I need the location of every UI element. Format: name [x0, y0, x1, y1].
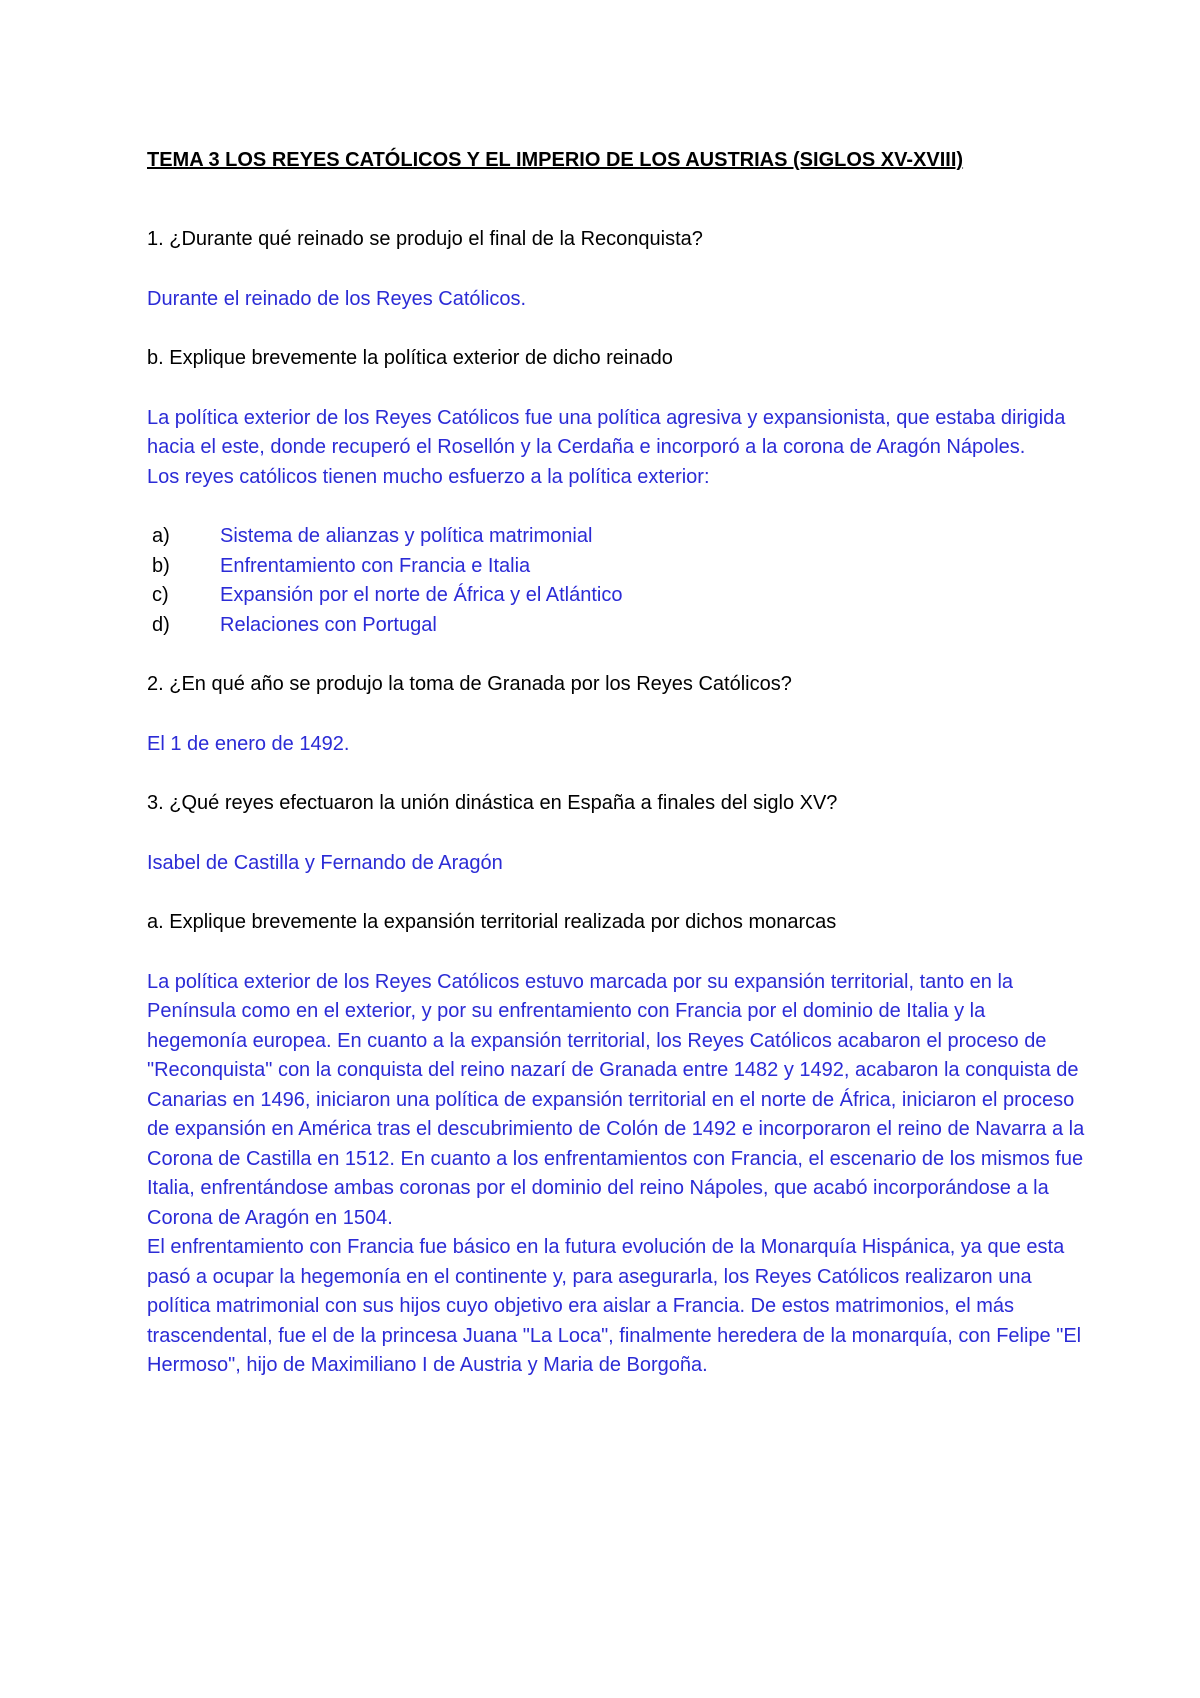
answer-3: Isabel de Castilla y Fernando de Aragón [147, 851, 503, 874]
list-item [147, 611, 1087, 641]
answer-3a-paragraph-2: El enfrentamiento con Francia fue básico en la futura evolución de la Monarquía Hispánica, ya que esta pasó a ocupar la hegemonía en el continente y, para asegurarla, los Reyes Católicos realizaron una política matrimonial con sus hijos cuyo objetivo era aislar a Francia. De estos matrimonios, el más trascendental, fue el de la princesa Juana "La Loca", finalmente heredera de la monarquía, con Felipe "El Hermoso", hijo de Maximiliano I de Austria y Maria de Borgoña. [147, 1236, 1082, 1376]
list-marker: a) [152, 525, 170, 547]
list-item [147, 581, 1087, 611]
list-marker: b) [152, 554, 170, 577]
question-1: 1. ¿Durante qué reinado se produjo el final de la Reconquista? [147, 228, 703, 250]
answer-1b-paragraph-1: La política exterior de los Reyes Católicos fue una política agresiva y expansionista, que estaba dirigida hacia el este, donde recuperó el Rosellón y la Cerdaña e incorporó a la corona de Aragón Nápoles. [147, 406, 1066, 458]
question-3a: a. Explique brevemente la expansión territorial realizada por dichos monarcas [147, 911, 837, 933]
list-marker: c) [152, 584, 169, 606]
answer-2: El 1 de enero de 1492. [147, 732, 350, 755]
document-title: TEMA 3 LOS REYES CATÓLICOS Y EL IMPERIO DE LOS AUSTRIAS (SIGLOS XV-XVIII) [147, 149, 964, 171]
list-item-text: Expansión por el norte de África y el Atlántico [220, 584, 623, 606]
question-1b: b. Explique brevemente la política exterior de dicho reinado [147, 347, 673, 369]
document-body [147, 145, 1087, 1381]
list-marker: d) [152, 613, 170, 636]
list-item-text: Relaciones con Portugal [220, 613, 437, 636]
answer-1b-paragraph-2: Los reyes católicos tienen mucho esfuerzo a la política exterior: [147, 465, 710, 488]
list-item-text: Sistema de alianzas y política matrimonial [220, 525, 593, 547]
list-item [147, 522, 1087, 552]
answer-1: Durante el reinado de los Reyes Católicos. [147, 287, 527, 310]
foreign-policy-list [147, 522, 1087, 640]
answer-3a-paragraph-1: La política exterior de los Reyes Católicos estuvo marcada por su expansión territorial, tanto en la Península como en el exterior, y por su enfrentamiento con Francia por el dominio de Italia y la hegemonía europea. En cuanto a la expansión territorial, los Reyes Católicos acabaron el proceso de "Reconquista" con la conquista del reino nazarí de Granada entre 1482 y 1492, acabaron la conquista de Canarias en 1496, iniciaron una política de expansión territorial en el norte de África, iniciaron el proceso de expansión en América tras el descubrimiento de Colón de 1492 e incorporaron el reino de Navarra a la Corona de Castilla en 1512. En cuanto a los enfrentamientos con Francia, el escenario de los mismos fue Italia, enfrentándose ambas coronas por el dominio del reino Nápoles, que acabó incorporándose a la Corona de Aragón en 1504. [147, 970, 1085, 1229]
list-item [147, 552, 1087, 582]
list-item-text: Enfrentamiento con Francia e Italia [220, 554, 531, 577]
question-2: 2. ¿En qué año se produjo la toma de Granada por los Reyes Católicos? [147, 673, 792, 695]
question-3: 3. ¿Qué reyes efectuaron la unión dinástica en España a finales del siglo XV? [147, 792, 838, 814]
